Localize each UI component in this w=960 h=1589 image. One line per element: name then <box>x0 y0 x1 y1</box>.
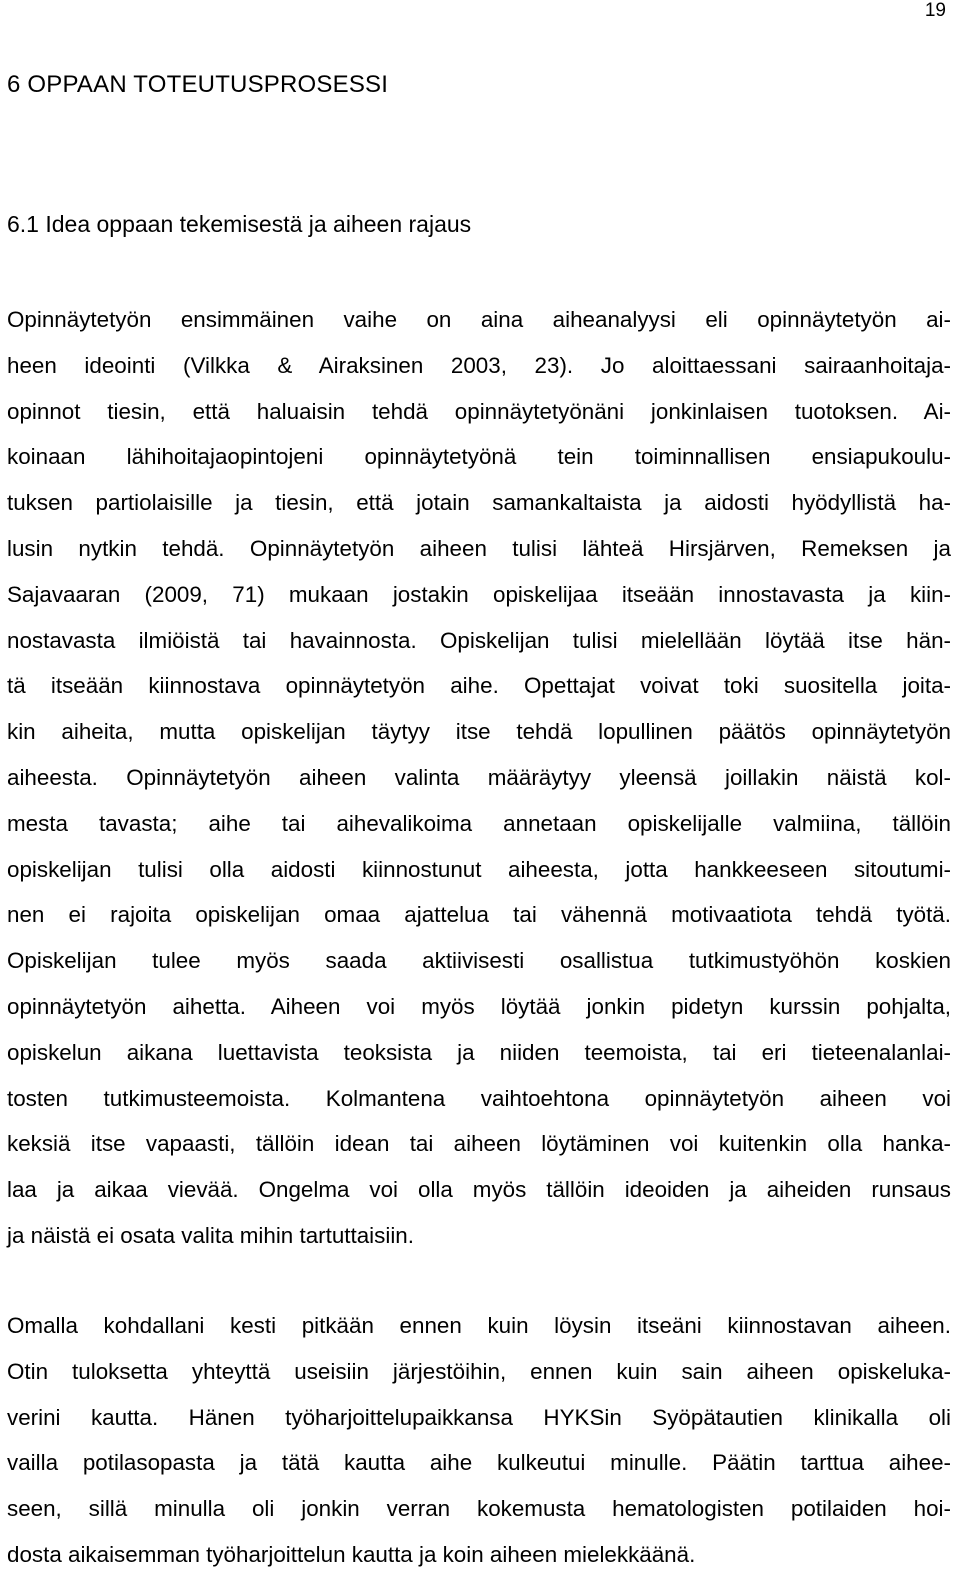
paragraph-line: Opiskelijan tulee myös saada aktiivisesti osallistua tutkimustyöhön koskien <box>7 948 951 974</box>
paragraph-line: seen, sillä minulla oli jonkin verran kokemusta hematologisten potilaiden hoi- <box>7 1496 951 1522</box>
paragraph-1 <box>7 297 951 1259</box>
paragraph-line: laa ja aikaa vievää. Ongelma voi olla myös tällöin ideoiden ja aiheiden runsaus <box>7 1177 951 1203</box>
paragraph-line: ja näistä ei osata valita mihin tartuttaisiin. <box>7 1222 414 1248</box>
paragraph-line: tä itseään kiinnostava opinnäytetyön aihe. Opettajat voivat toki suositella joita- <box>7 673 951 699</box>
paragraph-line: nostavasta ilmiöistä tai havainnosta. Opiskelijan tulisi mielellään löytää itse hän- <box>7 627 951 653</box>
page-number: 19 <box>924 0 946 21</box>
paragraph-line: tosten tutkimusteemoista. Kolmantena vaihtoehtona opinnäytetyön aiheen voi <box>7 1085 951 1111</box>
paragraph-line: Opinnäytetyön ensimmäinen vaihe on aina aiheanalyysi eli opinnäytetyön ai- <box>7 307 951 332</box>
paragraph-line: opinnot tiesin, että haluaisin tehdä opinnäytetyönäni jonkinlaisen tuotoksen. Ai- <box>7 398 951 424</box>
paragraph-line: kin aiheita, mutta opiskelijan täytyy itse tehdä lopullinen päätös opinnäytetyön <box>7 719 951 745</box>
paragraph-line: tuksen partiolaisille ja tiesin, että jotain samankaltaista ja aidosti hyödyllistä ha- <box>7 490 951 516</box>
chapter-heading: 6 OPPAAN TOTEUTUSPROSESSI <box>7 71 389 98</box>
paragraph-line: opiskelun aikana luettavista teoksista ja niiden teemoista, tai eri tieteenalanlai- <box>7 1039 951 1065</box>
paragraph-line: nen ei rajoita opiskelijan omaa ajattelua tai vähennä motivaatiota tehdä työtä. <box>7 902 951 928</box>
paragraph-line: aiheesta. Opinnäytetyön aiheen valinta määräytyy yleensä joillakin näistä kol- <box>7 764 951 790</box>
paragraph-line: Omalla kohdallani kesti pitkään ennen kuin löysin itseäni kiinnostavan aiheen. <box>7 1313 951 1338</box>
section-heading: 6.1 Idea oppaan tekemisestä ja aiheen rajaus <box>7 211 472 237</box>
paragraph-line: Sajavaaran (2009, 71) mukaan jostakin opiskelijaa itseään innostavasta ja kiin- <box>7 581 951 607</box>
paragraph-line: opiskelijan tulisi olla aidosti kiinnostunut aiheesta, jotta hankkeeseen sitoutumi- <box>7 856 951 882</box>
paragraph-line: vailla potilasopasta ja tätä kautta aihe kulkeutui minulle. Päätin tarttua aihee- <box>7 1450 951 1476</box>
paragraph-line: opinnäytetyön aihetta. Aiheen voi myös löytää jonkin pidetyn kurssin pohjalta, <box>7 993 951 1019</box>
paragraph-line: verini kautta. Hänen työharjoittelupaikkansa HYKSin Syöpätautien klinikalla oli <box>7 1404 951 1430</box>
paragraph-line: koinaan lähihoitajaopintojeni opinnäytetyönä tein toiminnallisen ensiapukoulu- <box>7 444 951 470</box>
paragraph-line: dosta aikaisemman työharjoittelun kautta ja koin aiheen mielekkäänä. <box>7 1541 696 1567</box>
paragraph-line: keksiä itse vapaasti, tällöin idean tai aiheen löytäminen voi kuitenkin olla hanka- <box>7 1131 951 1157</box>
paragraph-line: mesta tavasta; aihe tai aihevalikoima annetaan opiskelijalle valmiina, tällöin <box>7 810 951 836</box>
paragraph-2 <box>7 1303 951 1578</box>
paragraph-line: heen ideointi (Vilkka & Airaksinen 2003, 23). Jo aloittaessani sairaanhoitaja- <box>7 352 951 378</box>
paragraph-line: lusin nytkin tehdä. Opinnäytetyön aiheen tulisi lähteä Hirsjärven, Remeksen ja <box>7 535 951 561</box>
paragraph-line: Otin tuloksetta yhteyttä useisiin järjestöihin, ennen kuin sain aiheen opiskeluka- <box>7 1358 951 1384</box>
